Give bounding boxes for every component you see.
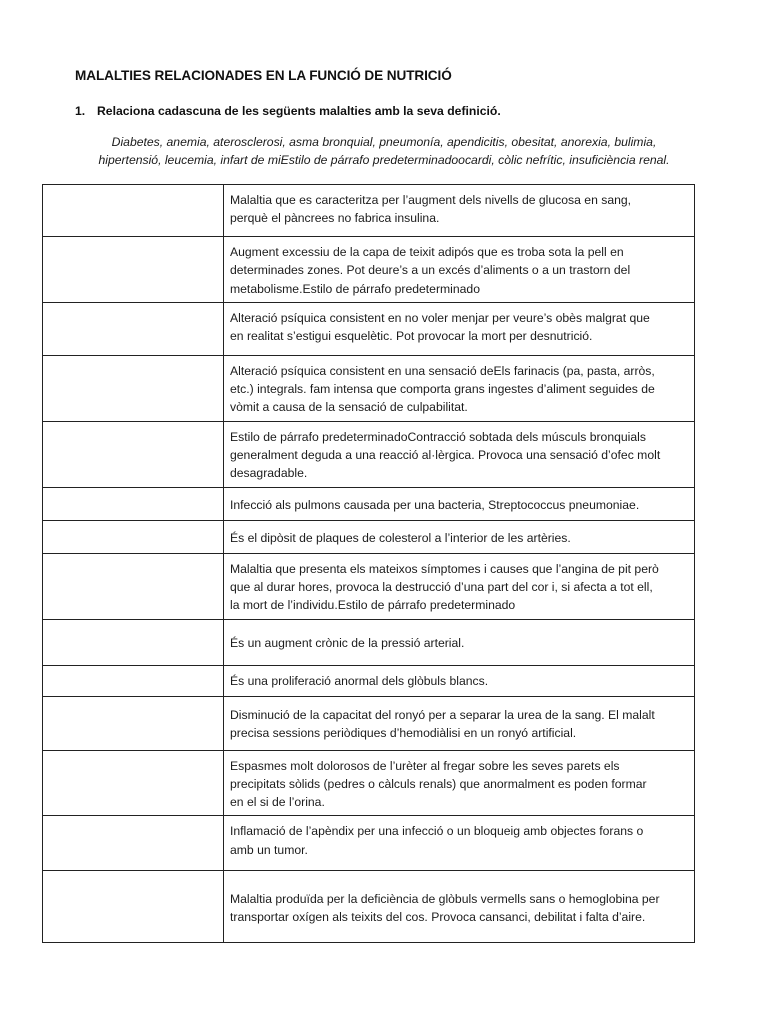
page-title: MALALTIES RELACIONADES EN LA FUNCIÓ DE NUTRICIÓ [75, 68, 452, 83]
question-text: Relaciona cadascuna de les següents malalties amb la seva definició. [97, 104, 501, 118]
definition-line: És el dipòsit de plaques de colesterol a l’interior de les artèries. [230, 530, 571, 545]
definition-cell [224, 665, 695, 696]
definition-line: Inflamació de l’apèndix per una infecció o un bloqueig amb objectes forans o [230, 824, 644, 839]
answer-cell[interactable] [43, 696, 224, 750]
answer-cell[interactable] [43, 553, 224, 619]
answer-cell[interactable] [43, 750, 224, 816]
definition-line: que al durar hores, provoca la destrucció d’una part del cor i, si afecta a tot ell, [230, 579, 653, 594]
definition-line: Estilo de párrafo predeterminadoContracció sobtada dels músculs bronquials [230, 429, 646, 444]
word-list-line-1: Diabetes, anemia, aterosclerosi, asma bronquial, pneumonía, apendicitis, obesitat, anorexia, bulimia, [111, 135, 657, 149]
definition-cell [224, 355, 695, 421]
answer-cell[interactable] [43, 487, 224, 520]
table-row [43, 696, 695, 750]
definition-line: vòmit a causa de la sensació de culpabilitat. [230, 400, 468, 415]
table-row [43, 553, 695, 619]
definition-line: la mort de l’individu.Estilo de párrafo predeterminado [230, 598, 516, 613]
table-row [43, 871, 695, 943]
definition-line: Malaltia que es caracteritza per l’augment dels nivells de glucosa en sang, [230, 193, 632, 207]
answer-cell[interactable] [43, 421, 224, 487]
definition-line: Alteració psíquica consistent en no voler menjar per veure’s obès malgrat que [230, 310, 650, 325]
definition-cell [224, 553, 695, 619]
definition-line: Augment excessiu de la capa de teixit adipós que es troba sota la pell en [230, 245, 624, 259]
answer-cell[interactable] [43, 185, 224, 237]
definition-line: precisa sessions periòdiques d’hemodiàlisi en un ronyó artificial. [230, 726, 577, 741]
definition-cell [224, 520, 695, 553]
definition-cell [224, 871, 695, 943]
definition-cell [224, 185, 695, 237]
definition-line: generalment deguda a una reacció al·lèrgica. Provoca una sensació d’ofec molt [230, 448, 661, 463]
table-row [43, 816, 695, 871]
answer-cell[interactable] [43, 237, 224, 303]
definition-line: Malaltia que presenta els mateixos símptomes i causes que l’angina de pit però [230, 561, 659, 576]
definition-cell [224, 487, 695, 520]
definition-line: metabolisme.Estilo de párrafo predeterminado [230, 281, 480, 296]
definition-line: precipitats sòlids (pedres o càlculs renals) que anormalment es poden formar [230, 776, 647, 791]
answer-cell[interactable] [43, 816, 224, 871]
definition-line: És un augment crònic de la pressió arterial. [230, 635, 465, 650]
table-row [43, 487, 695, 520]
table-row [43, 520, 695, 553]
table-row [43, 750, 695, 816]
table-row [43, 619, 695, 665]
definition-cell [224, 421, 695, 487]
table-row [43, 665, 695, 696]
definition-line: en realitat s’estigui esquelètic. Pot provocar la mort per desnutrició. [230, 329, 593, 344]
definition-line: en el si de l’orina. [230, 795, 325, 810]
table-row [43, 237, 695, 303]
definition-cell [224, 302, 695, 355]
answer-cell[interactable] [43, 871, 224, 943]
definition-cell [224, 696, 695, 750]
table-row [43, 185, 695, 237]
answer-cell[interactable] [43, 520, 224, 553]
definition-cell [224, 750, 695, 816]
word-list-line-2: hipertensió, leucemia, infart de miEstilo de párrafo predeterminadoocardi, còlic nefrític, insuficiència renal. [98, 152, 670, 167]
definition-line: És una proliferació anormal dels glòbuls blancs. [230, 674, 489, 689]
table-row [43, 355, 695, 421]
definition-line: amb un tumor. [230, 842, 308, 857]
definition-line: Infecció als pulmons causada per una bacteria, Streptococcus pneumoniae. [230, 497, 640, 512]
definition-cell [224, 619, 695, 665]
answer-cell[interactable] [43, 619, 224, 665]
definition-line: Malaltia produïda per la deficiència de glòbuls vermells sans o hemoglobina per [230, 891, 660, 906]
definition-cell [224, 816, 695, 871]
question-1 [75, 104, 501, 118]
answer-cell[interactable] [43, 665, 224, 696]
definition-cell [224, 237, 695, 303]
definition-line: transportar oxígen als teixits del cos. Provoca cansanci, debilitat i falta d’aire. [230, 909, 646, 924]
definition-line: Espasmes molt dolorosos de l’urèter al fregar sobre les seves parets els [230, 758, 620, 773]
definition-line: perquè el pàncrees no fabrica insulina. [230, 211, 440, 226]
definition-line: Disminució de la capacitat del ronyó per a separar la urea de la sang. El malalt [230, 707, 655, 722]
definition-line: determinades zones. Pot deure’s a un excés d’aliments o a un trastorn del [230, 263, 631, 278]
answer-cell[interactable] [43, 355, 224, 421]
definition-line: desagradable. [230, 466, 308, 481]
answer-cell[interactable] [43, 302, 224, 355]
definition-line: etc.) integrals. fam intensa que comporta grans ingestes d’aliment seguides de [230, 382, 655, 397]
matching-table [42, 184, 695, 943]
disease-word-list [60, 134, 708, 169]
table-row [43, 302, 695, 355]
question-number: 1. [75, 104, 86, 118]
definition-line: Alteració psíquica consistent en una sensació deEls farinacis (pa, pasta, arròs, [230, 363, 655, 378]
table-row [43, 421, 695, 487]
